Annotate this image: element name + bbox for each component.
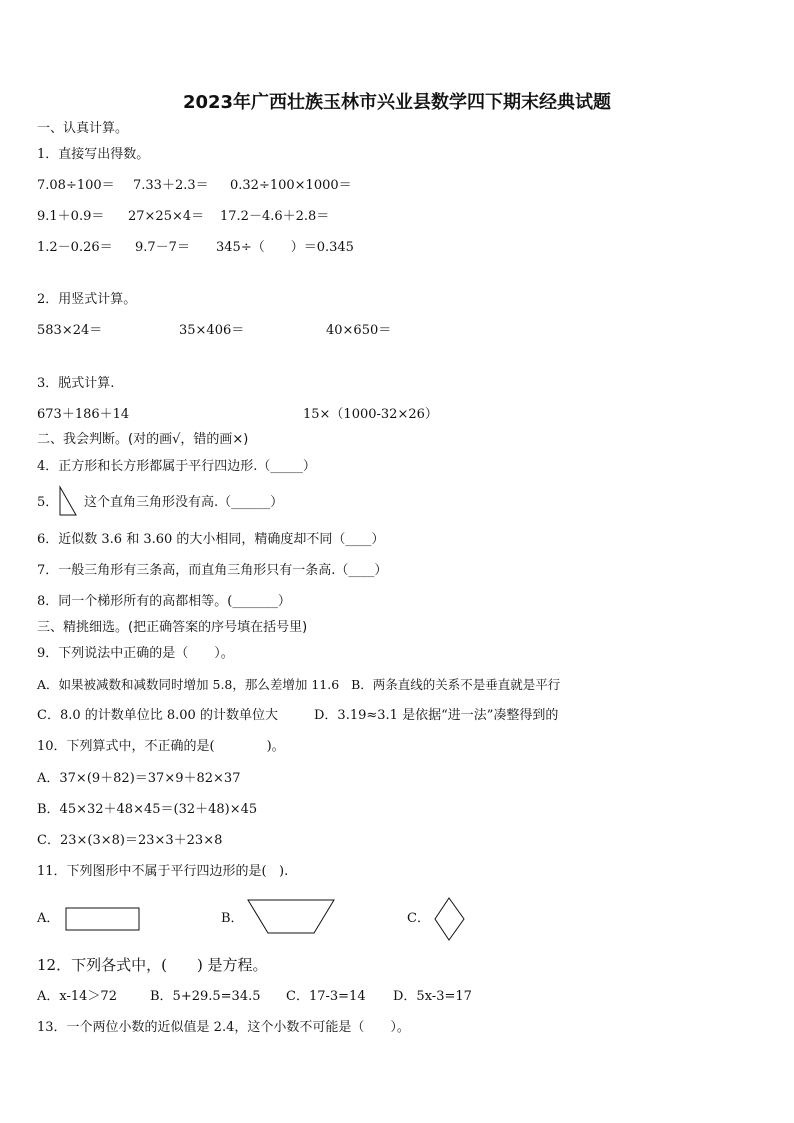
q1-item: 345÷（ ）＝0.345 <box>216 240 354 255</box>
q1-item: 1.2－0.26＝ <box>37 240 113 255</box>
q12-option-b: B．5+29.5=34.5 <box>150 989 261 1004</box>
q5-text: 这个直角三角形没有高.（______） <box>84 495 284 510</box>
q11-option-a-label: A． <box>37 911 60 926</box>
q1-item: 9.1＋0.9＝ <box>37 209 105 224</box>
q12-option-a: A．x-14＞72 <box>37 989 117 1004</box>
q13-stem: 13．一个两位小数的近似值是 2.4，这个小数不可能是（ ）。 <box>37 1020 410 1035</box>
q2-item: 583×24＝ <box>37 323 103 338</box>
q12-stem: 12．下列各式中，( ) 是方程。 <box>37 956 268 974</box>
q1-label: 1．直接写出得数。 <box>37 147 150 162</box>
q2-item: 35×406＝ <box>179 323 245 338</box>
q2-label: 2．用竖式计算。 <box>37 292 137 307</box>
q1-item: 27×25×4＝ <box>128 209 205 224</box>
q10-stem: 10．下列算式中，不正确的是( )。 <box>37 739 285 754</box>
q9-option-d: D．3.19≈3.1 是依据“进一法”凑整得到的 <box>314 708 559 723</box>
trapezoid-figure <box>246 898 338 936</box>
q11-option-b-label: B． <box>221 911 244 926</box>
q3-item: 673＋186＋14 <box>37 407 130 422</box>
q12-option-d: D．5x-3=17 <box>393 989 472 1004</box>
q12-option-c: C．17-3=14 <box>286 989 366 1004</box>
q1-item: 9.7－7＝ <box>135 240 190 255</box>
rhombus-figure <box>433 896 467 942</box>
section-2-heading: 二、我会判断。(对的画√，错的画×) <box>37 432 249 447</box>
right-triangle-figure <box>58 485 78 517</box>
q8: 8．同一个梯形所有的高都相等。(_______） <box>37 594 291 609</box>
rectangle-figure <box>64 906 142 932</box>
q11-stem: 11．下列图形中不属于平行四边形的是( ). <box>37 864 289 879</box>
q9-stem: 9．下列说法中正确的是（ ）。 <box>37 646 234 661</box>
q3-label: 3．脱式计算. <box>37 376 115 391</box>
q11-option-c-label: C． <box>407 911 430 926</box>
q1-item: 0.32÷100×1000＝ <box>230 178 352 193</box>
q10-option-b: B．45×32＋48×45＝(32＋48)×45 <box>37 802 258 817</box>
q9-option-c: C．8.0 的计数单位比 8.00 的计数单位大 <box>37 708 278 723</box>
page-title: 2023年广西壮族玉林市兴业县数学四下期末经典试题 <box>182 92 612 113</box>
q10-option-c: C．23×(3×8)＝23×3＋23×8 <box>37 833 223 848</box>
q9-options-line-1: A．如果被减数和减数同时增加 5.8，那么差增加 11.6 B．两条直线的关系不是垂直就是平行 <box>37 677 561 692</box>
q2-item: 40×650＝ <box>326 323 392 338</box>
q1-item: 17.2－4.6＋2.8＝ <box>220 209 330 224</box>
q5-number: 5． <box>37 495 59 510</box>
q1-item: 7.33＋2.3＝ <box>133 178 209 193</box>
q10-option-a: A．37×(9＋82)＝37×9＋82×37 <box>37 771 241 786</box>
section-1-heading: 一、认真计算。 <box>37 121 129 136</box>
q4: 4．正方形和长方形都属于平行四边形.（_____） <box>37 459 316 474</box>
q7: 7．一般三角形有三条高，而直角三角形只有一条高.（____） <box>37 563 388 578</box>
q6: 6．近似数 3.6 和 3.60 的大小相同，精确度却不同（____） <box>37 532 385 547</box>
q1-item: 7.08÷100＝ <box>37 178 115 193</box>
q3-item: 15×（1000-32×26） <box>303 407 438 422</box>
section-3-heading: 三、精挑细选。(把正确答案的序号填在括号里) <box>37 620 308 635</box>
